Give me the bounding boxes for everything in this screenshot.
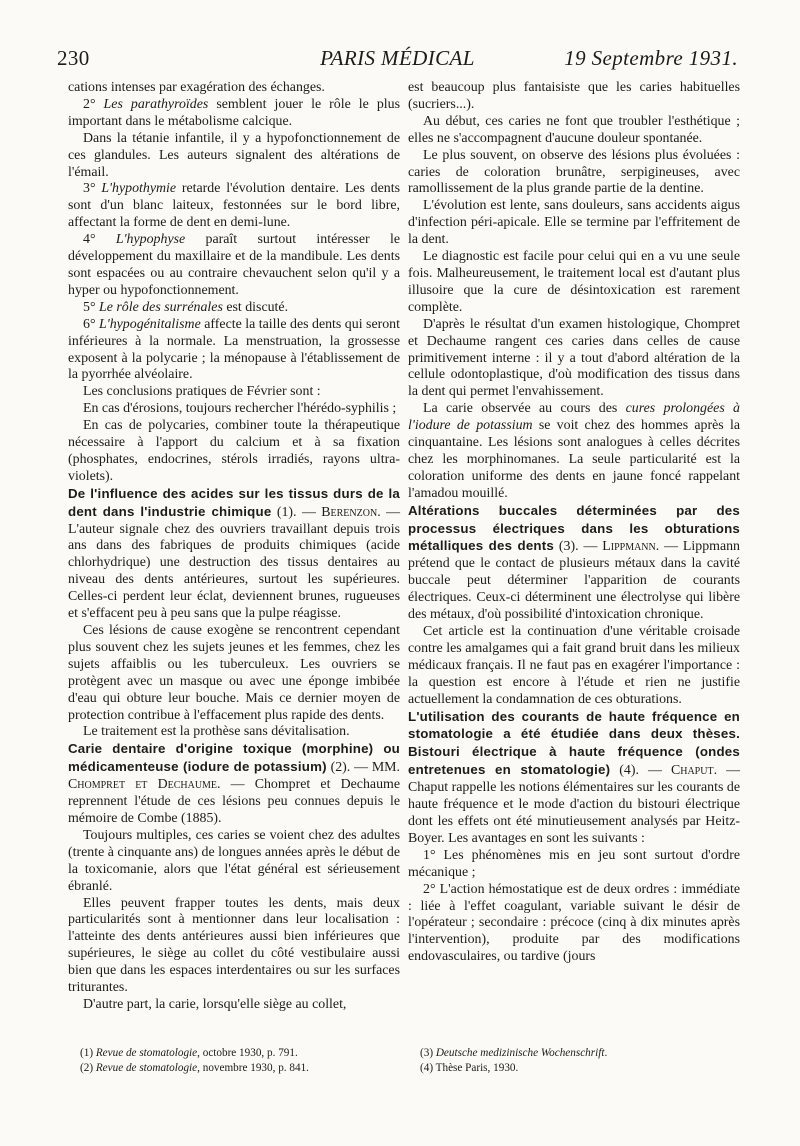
section-entry: De l'influence des acides sur les tissus durs de la dent dans l'industrie chimique (1). — Berenzon. — L'auteur signale chez des ouvriers travaillant depuis trois ans dans des fabriques de produits chimiques (acide chlorhydrique) une destruction des tissus dentaires au niveau des dents antérieures, surtout les supérieures. Celles-ci perdent leur éclat, deviennent brunes, rugueuses et s'effacent peu à peu sans que la pulpe réagisse.: [68, 485, 400, 622]
paragraph: D'autre part, la carie, lorsqu'elle siège au collet,: [83, 996, 347, 1012]
footnote: (2) Revue de stomatologie, novembre 1930, p. 841.: [80, 1062, 309, 1074]
paragraph: Dans la tétanie infantile, il y a hypofonctionnement de ces glandules. Les auteurs signalent des altérations de l'émail.: [68, 130, 400, 180]
section-heading: L'utilisation des courants de haute fréquence en stomatologie a été étudiée dans deux thèses. Bistouri électrique à haute fréquence (ondes entretenues en stomatologie): [408, 708, 740, 778]
paragraph: D'après le résultat d'un examen histologique, Chompret et Dechaume rangent ces caries dans celles de cause primitivement interne : il y a tout d'abord altération de la cellule odontoplastique, d'où modification des tissus dans la dent qui permet l'envahissement.: [408, 316, 740, 400]
paragraph: cations intenses par exagération des échanges.: [68, 80, 325, 95]
page-header: [57, 42, 738, 78]
journal-title: PARIS MÉDICAL: [320, 46, 475, 70]
section-heading: Carie dentaire d'origine toxique (morphine) ou médicamenteuse (iodure de potassium): [68, 741, 400, 775]
paragraph: Le diagnostic est facile pour celui qui en a vu une seule fois. Malheureusement, le traitement local est d'autant plus illusoire que la cure de désintoxication est rarement complète.: [408, 249, 740, 315]
paragraph: Elles peuvent frapper toutes les dents, mais deux particularités sont à mentionner dans leur localisation : l'atteinte des dents antérieures aussi bien inférieures que supérieures, le siège au collet du côté vestibulaire aussi bien que dans les espaces interdentaires ou sur les surfaces triturantes.: [68, 895, 400, 996]
footnotes-left: [80, 1046, 400, 1076]
paragraph: 4° L'hypophyse paraît surtout intéresser le développement du maxillaire et de la mandibule. Les dents sont espacées ou au contraire chevauchent selon qu'il y a hyper ou hypofonctionnement.: [68, 232, 400, 298]
section-heading: Altérations buccales déterminées par des processus électriques dans les obturations métalliques des dents: [408, 502, 740, 554]
paragraph: Ces lésions de cause exogène se rencontrent cependant plus souvent chez les sujets jeunes et les femmes, chez les sujets affaiblis ou les tuberculeux. Les ouvriers se protègent avec un masque ou avec une éponge imbibée d'eau qui obture leur bouche. Mais ce dernier moyen de protection contribue à l'effacement plus rapide des dents.: [68, 623, 400, 723]
footnote: (1) Revue de stomatologie, octobre 1930, p. 791.: [80, 1047, 298, 1059]
paragraph: 3° L'hypothymie retarde l'évolution dentaire. Les dents sont d'un blanc laiteux, festonnées sur le bord libre, affectant la forme de dent en demi-lune.: [68, 181, 400, 231]
paragraph: Les conclusions pratiques de Février sont :: [83, 384, 321, 400]
paragraph: Le traitement est la prothèse sans dévitalisation.: [83, 724, 350, 740]
footnote: (3) Deutsche medizinische Wochenschrift.: [420, 1047, 608, 1059]
right-column: [408, 80, 740, 966]
paragraph: La carie observée au cours des cures prolongées à l'iodure de potassium se voit chez des hommes après la cinquantaine. Les lésions sont analogues à celles décrites chez les morphinomanes. La seule particularité est la coloration uniforme des dents en jaune foncé rappelant l'amadou mouillé.: [408, 401, 740, 501]
paragraph: Toujours multiples, ces caries se voient chez des adultes (trente à cinquante ans) de longues années après le début de la toxicomanie, alors que l'état général est sérieusement ébranlé.: [68, 827, 400, 894]
paragraph: Cet article est la continuation d'une véritable croisade contre les amalgames qui a fait grand bruit dans les milieux médicaux français. Il ne faut pas en exagérer l'importance : la question est encore à l'étude et rien ne justifie actuellement la condamnation de ces obturations.: [408, 624, 740, 707]
page-number: 230: [57, 46, 90, 70]
section-entry: Altérations buccales déterminées par des processus électriques dans les obturations métalliques des dents (3). — Lippmann. — Lippmann prétend que le contact de plusieurs métaux dans la cavité buccale peut déterminer l'apparition de courants électriques. Ceux-ci déterminent une électrolyse qui libère des métaux, d'où possibilité d'intoxication chronique.: [408, 502, 741, 623]
footnote: (4) Thèse Paris, 1930.: [420, 1062, 519, 1074]
issue-date: 19 Septembre 1931.: [564, 46, 738, 70]
paragraph: 6° L'hypogénitalisme affecte la taille des dents qui seront inférieures à la normale. La menstruation, la grossesse exposent à la polycarie ; la ménopause à l'établissement de la pyorrhée alvéolaire.: [68, 316, 400, 383]
section-entry: L'utilisation des courants de haute fréquence en stomatologie a été étudiée dans deux thèses. Bistouri électrique à haute fréquence (ondes entretenues en stomatologie) (4). — Chaput. — Chaput rappelle les notions élémentaires sur les courants de haute fréquence et le mode d'action du bistouri électrique dont les effets ont été minutieusement analysés par Heitz-Boyer. Les avantages en sont les suivants :: [408, 708, 740, 846]
paragraph: L'évolution est lente, sans douleurs, sans accidents aigus d'infection péri-apicale. Elle se termine par l'effritement de la dent.: [408, 198, 740, 248]
paragraph: Le plus souvent, on observe des lésions plus évoluées : caries de coloration brunâtre, serpigineuses, avec ramollissement de la plus grande partie de la dentine.: [408, 147, 740, 197]
paragraph: Au début, ces caries ne font que troubler l'esthétique ; elles ne s'accompagnent d'aucune douleur spontanée.: [408, 113, 740, 146]
left-column: [68, 80, 400, 1014]
paragraph: 2° L'action hémostatique est de deux ordres : immédiate : liée à l'effet coagulant, variable suivant le désir de l'opérateur ; secondaire : précoce (cinq à dix minutes après l'intervention), produite par des modifications endovasculaires, ou tardive (jours: [408, 881, 740, 965]
section-entry: Carie dentaire d'origine toxique (morphine) ou médicamenteuse (iodure de potassium) (2). — MM. Chompret et Dechaume. — Chompret et Dechaume reprennent l'étude de ces lésions peu connues depuis le mémoire de Combe (1885).: [68, 741, 400, 826]
footnotes-right: [420, 1046, 740, 1076]
paragraph: En cas d'érosions, toujours rechercher l'hérédo-syphilis ;: [83, 401, 397, 417]
section-heading: De l'influence des acides sur les tissus durs de la dent dans l'industrie chimique: [68, 485, 400, 519]
paragraph: 1° Les phénomènes mis en jeu sont surtout d'ordre mécanique ;: [408, 847, 740, 880]
paragraph: En cas de polycaries, combiner toute la thérapeutique nécessaire à l'apport du calcium et à sa fixation (phosphates, endocrines, stérols irradiés, rayons ultra-violets).: [68, 418, 400, 484]
paragraph: est beaucoup plus fantaisiste que les caries habituelles (sucriers...).: [408, 80, 740, 112]
paragraph: 2° Les parathyroïdes semblent jouer le rôle le plus important dans le métabolisme calcique.: [68, 96, 400, 129]
paragraph: 5° Le rôle des surrénales est discuté.: [83, 299, 289, 315]
